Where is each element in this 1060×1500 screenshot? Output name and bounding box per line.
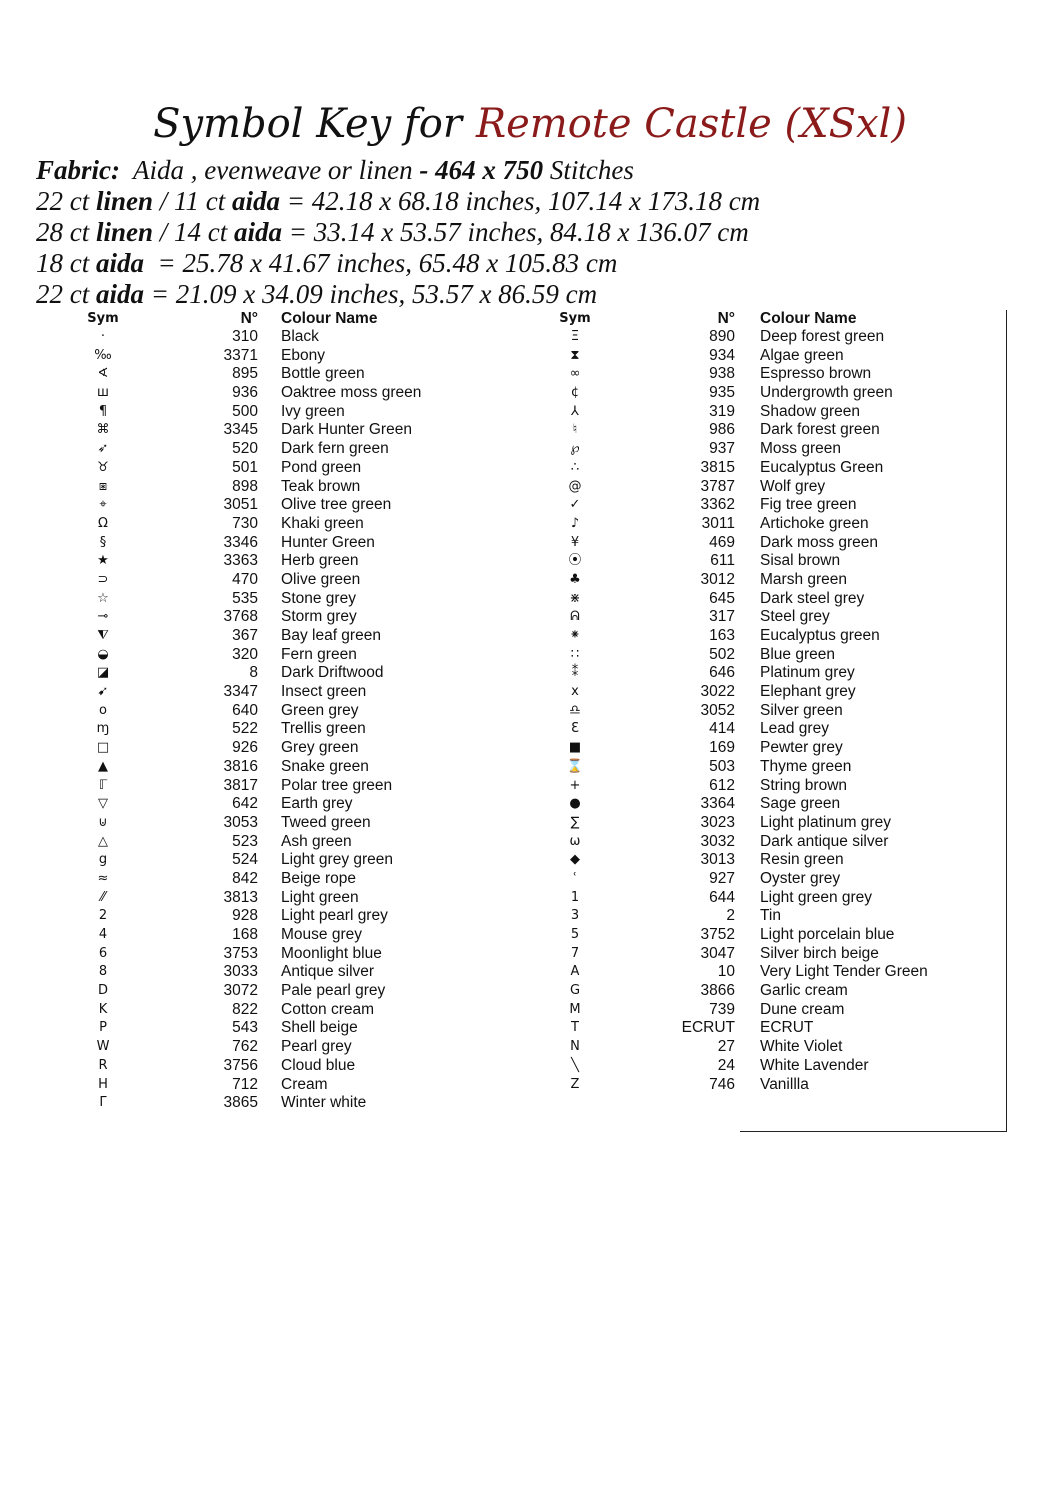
- thread-number: 739: [709, 1000, 735, 1018]
- thread-number: 895: [232, 365, 258, 383]
- symbol-glyph: ∴: [570, 459, 580, 475]
- thread-number: 3347: [223, 683, 258, 701]
- thread-number: 3813: [223, 888, 258, 906]
- symbol-glyph: ♎: [569, 702, 581, 718]
- colour-name: Storm grey: [281, 608, 357, 626]
- pattern-name: Remote Castle (XSxl): [476, 101, 907, 147]
- thread-number: 524: [232, 851, 258, 869]
- thread-number: 3012: [700, 570, 735, 588]
- colour-name: Snake green: [281, 757, 369, 775]
- thread-number: 3362: [700, 496, 735, 514]
- stitch-count: 464 x 750: [435, 155, 544, 185]
- colour-name: White Violet: [760, 1038, 843, 1056]
- colour-name: Stone grey: [281, 589, 356, 607]
- colour-name: Insect green: [281, 683, 367, 701]
- symbol-glyph: 1: [570, 889, 580, 905]
- size-fabric: linen: [96, 217, 154, 247]
- symbol-glyph: ♪: [570, 515, 580, 531]
- colour-name: Trellis green: [281, 720, 366, 738]
- thread-number: 3051: [223, 496, 258, 514]
- symbol-glyph: ⋇: [569, 590, 581, 606]
- fabric-line: [36, 155, 634, 186]
- colour-name: Blue green: [760, 645, 835, 663]
- thread-number: 502: [709, 645, 735, 663]
- symbol-glyph: ʿ: [573, 870, 577, 886]
- thread-number: 3345: [223, 421, 258, 439]
- colour-name: Pond green: [281, 458, 362, 476]
- colour-name: Cotton cream: [281, 1000, 375, 1018]
- symbol-glyph: ●: [569, 796, 581, 812]
- symbol-glyph: Ω: [98, 515, 108, 531]
- thread-number: 746: [709, 1075, 735, 1093]
- thread-number: 646: [709, 664, 735, 682]
- symbol-glyph: ■: [568, 740, 582, 756]
- colour-name: White Lavender: [760, 1056, 869, 1074]
- thread-number: 890: [709, 328, 735, 345]
- symbol-glyph: o: [99, 702, 107, 718]
- colour-name: Moonlight blue: [281, 944, 382, 962]
- symbol-glyph: ⌖: [99, 497, 107, 513]
- symbol-glyph: G: [569, 983, 581, 999]
- colour-name: Light porcelain blue: [760, 926, 895, 943]
- size-dims: = 33.14 x 53.57 inches, 84.18 x 136.07 cm: [288, 217, 749, 247]
- symbol-glyph: W: [96, 1039, 110, 1055]
- symbol-glyph: △: [98, 833, 108, 849]
- colour-name: Pewter grey: [760, 739, 843, 757]
- size-count: 18 ct: [36, 248, 90, 278]
- colour-name: Polar tree green: [281, 776, 393, 794]
- colour-name: Steel grey: [760, 608, 830, 626]
- thread-number: 3047: [700, 944, 735, 962]
- colour-name: Ebony: [281, 346, 325, 364]
- size-dims: = 21.09 x 34.09 inches, 53.57 x 86.59 cm: [150, 279, 598, 309]
- thread-number: 543: [232, 1019, 258, 1037]
- thread-number: 522: [232, 720, 258, 738]
- thread-number: 3865: [223, 1094, 258, 1112]
- thread-number: 3072: [223, 982, 258, 1000]
- symbol-glyph: Ξ: [570, 329, 580, 344]
- symbol-glyph: @: [568, 478, 582, 494]
- thread-number: 367: [232, 627, 258, 644]
- symbol-glyph: ⌘: [96, 422, 110, 438]
- thread-number: 3768: [223, 608, 258, 626]
- thread-number: 898: [232, 477, 258, 495]
- symbol-glyph: ℾ: [98, 777, 108, 793]
- colour-name: Olive tree green: [281, 496, 392, 514]
- thread-number: 3022: [700, 683, 735, 701]
- colour-name: Sisal brown: [760, 552, 841, 570]
- fabric-types: Aida , evenweave or linen: [133, 155, 413, 185]
- header-sym: Sym: [87, 311, 119, 326]
- symbol-glyph: ◒: [97, 646, 109, 662]
- symbol-glyph: R: [98, 1057, 108, 1073]
- colour-name: Dark antique silver: [760, 832, 889, 850]
- symbol-glyph: ⅄: [571, 403, 579, 419]
- fabric-label: Fabric:: [36, 155, 120, 185]
- symbol-glyph: 7: [570, 945, 580, 961]
- size-dims: = 42.18 x 68.18 inches, 107.14 x 173.18 cm: [286, 186, 761, 216]
- symbol-glyph: ✓: [569, 497, 581, 513]
- thread-number: 730: [232, 514, 258, 532]
- colour-name: Hunter Green: [281, 533, 375, 551]
- header-sym: Sym: [559, 311, 591, 326]
- size-count: 28 ct: [36, 217, 90, 247]
- symbol-glyph: H: [98, 1076, 108, 1092]
- symbol-glyph: ᕱ: [570, 609, 580, 625]
- symbol-glyph: ¶: [98, 403, 108, 419]
- colour-name: Garlic cream: [760, 982, 848, 1000]
- size-line: [36, 186, 760, 217]
- symbol-glyph: □: [96, 740, 110, 756]
- symbol-glyph: ➹: [97, 684, 109, 700]
- thread-number: 642: [232, 795, 258, 813]
- colour-name: Light grey green: [281, 851, 394, 869]
- symbol-glyph: g: [98, 852, 108, 868]
- symbol-glyph: 2: [98, 908, 108, 924]
- symbol-glyph: 5: [570, 927, 580, 942]
- thread-number: 938: [709, 365, 735, 383]
- thread-number: 612: [709, 776, 735, 794]
- colour-name: Tweed green: [281, 813, 371, 831]
- thread-number: 3816: [223, 757, 258, 775]
- symbol-glyph: ⊸: [97, 609, 109, 625]
- colour-name: Mouse grey: [281, 926, 362, 943]
- colour-name: Lead grey: [760, 720, 829, 738]
- symbol-glyph: ∢: [97, 366, 109, 382]
- header-num: N°: [240, 310, 258, 327]
- thread-number: 3787: [700, 477, 735, 495]
- symbol-glyph: ∑: [570, 814, 580, 830]
- thread-number: 3753: [223, 944, 258, 962]
- symbol-glyph: 8: [98, 964, 108, 980]
- symbol-glyph: M: [569, 1001, 581, 1017]
- colour-name: Black: [281, 328, 319, 345]
- colour-name: Sage green: [760, 795, 841, 813]
- colour-name: Light green: [281, 888, 359, 906]
- colour-name: ECRUT: [760, 1019, 814, 1037]
- size-fabric: aida: [234, 217, 283, 247]
- thread-number: 503: [709, 757, 735, 775]
- thread-number: 3752: [700, 926, 735, 943]
- colour-name: Cloud blue: [281, 1056, 356, 1074]
- symbol-glyph: Γ: [99, 1095, 107, 1111]
- thread-number: 928: [232, 907, 258, 925]
- symbol-glyph: ⧆: [98, 478, 108, 494]
- colour-name: Silver birch beige: [760, 944, 879, 962]
- thread-number: 3756: [223, 1056, 258, 1074]
- colour-name: Olive green: [281, 570, 361, 588]
- symbol-glyph: ◪: [96, 665, 110, 681]
- thread-number: 469: [709, 533, 735, 551]
- size-sep: / 11 ct: [159, 186, 226, 216]
- thread-number: 986: [709, 421, 735, 439]
- thread-number: 8: [249, 664, 258, 682]
- thread-number: 24: [717, 1056, 735, 1074]
- thread-number: 169: [709, 739, 735, 757]
- thread-number: 3052: [700, 701, 735, 719]
- colour-name: Fern green: [281, 645, 357, 663]
- thread-number: 3346: [223, 533, 258, 551]
- symbol-glyph: ‰: [94, 347, 112, 363]
- thread-number: 645: [709, 589, 735, 607]
- size-line: [36, 248, 617, 279]
- fabric-dash: -: [419, 155, 429, 185]
- colour-name: Dark forest green: [760, 421, 880, 439]
- symbol-glyph: Z: [570, 1076, 580, 1092]
- thread-number: 163: [709, 627, 735, 644]
- thread-number: ECRUT: [681, 1019, 735, 1037]
- symbol-glyph: ∞: [569, 366, 581, 382]
- thread-number: 936: [232, 384, 258, 402]
- colour-name: Ash green: [281, 832, 352, 850]
- symbol-glyph: ɱ: [96, 721, 110, 737]
- symbol-glyph: ⦿: [568, 553, 582, 569]
- colour-name: String brown: [760, 776, 848, 794]
- thread-number: 168: [232, 926, 258, 943]
- symbol-glyph: ⧨: [97, 628, 109, 643]
- colour-name: Oyster grey: [760, 869, 841, 887]
- symbol-glyph: ◆: [570, 852, 580, 868]
- symbol-glyph: ⁑: [571, 665, 579, 681]
- thread-number: 3815: [700, 458, 735, 476]
- colour-name: Moss green: [760, 440, 841, 458]
- colour-name: Espresso brown: [760, 365, 872, 383]
- colour-name: Dark Driftwood: [281, 664, 384, 682]
- symbol-glyph: ▽: [98, 796, 108, 812]
- symbol-glyph: +: [569, 777, 581, 793]
- symbol-glyph: K: [98, 1001, 108, 1017]
- colour-name: Bottle green: [281, 365, 365, 383]
- symbol-glyph: ¢: [570, 385, 580, 401]
- thread-number: 3866: [700, 982, 735, 1000]
- size-line: [36, 217, 749, 248]
- size-count: 22 ct: [36, 279, 90, 309]
- symbol-glyph: ♉: [97, 459, 109, 475]
- colour-name: Oaktree moss green: [281, 384, 422, 402]
- thread-number: 3023: [700, 813, 735, 831]
- symbol-glyph: ⌛: [566, 758, 584, 774]
- colour-name: Earth grey: [281, 795, 353, 813]
- colour-name: Light green grey: [760, 888, 873, 906]
- colour-name: Shell beige: [281, 1019, 358, 1037]
- symbol-glyph: ¥: [570, 534, 580, 550]
- symbol-glyph: Ɛ: [571, 721, 579, 737]
- colour-name: Eucalyptus Green: [760, 458, 884, 476]
- colour-name: Dune cream: [760, 1000, 845, 1018]
- thread-number: 3371: [223, 346, 258, 364]
- size-fabric: aida: [232, 186, 281, 216]
- symbol-glyph: D: [97, 983, 108, 999]
- thread-number: 926: [232, 739, 258, 757]
- colour-name: Dark Hunter Green: [281, 421, 412, 439]
- thread-number: 762: [232, 1038, 258, 1056]
- colour-name: Green grey: [281, 701, 359, 719]
- thread-number: 3053: [223, 813, 258, 831]
- thread-number: 470: [232, 570, 258, 588]
- symbol-glyph: §: [99, 534, 107, 550]
- thread-number: 935: [709, 384, 735, 402]
- page-title: [0, 98, 1060, 150]
- thread-number: 822: [232, 1000, 258, 1018]
- size-sep: / 14 ct: [159, 217, 228, 247]
- thread-number: 3032: [700, 832, 735, 850]
- symbol-glyph: T: [571, 1020, 579, 1036]
- thread-number: 842: [232, 869, 258, 887]
- symbol-glyph: ш: [97, 385, 109, 401]
- symbol-glyph: ╲: [571, 1057, 579, 1073]
- colour-name: Wolf grey: [760, 477, 826, 495]
- symbol-glyph: ⊃: [97, 571, 109, 587]
- header-name: Colour Name: [760, 310, 857, 327]
- colour-name: Ivy green: [281, 402, 345, 420]
- symbol-glyph: ℘: [570, 441, 580, 457]
- thread-number: 3364: [700, 795, 735, 813]
- size-dims: = 25.78 x 41.67 inches, 65.48 x 105.83 cm: [157, 248, 618, 278]
- symbol-glyph: P: [99, 1020, 107, 1036]
- thread-number: 319: [709, 402, 735, 420]
- colour-name: Deep forest green: [760, 328, 885, 345]
- colour-name: Vanillla: [760, 1075, 809, 1093]
- header-name: Colour Name: [281, 310, 378, 327]
- thread-number: 10: [717, 963, 735, 981]
- colour-name: Beige rope: [281, 869, 356, 887]
- colour-name: Marsh green: [760, 570, 848, 588]
- colour-name: Grey green: [281, 739, 359, 757]
- symbol-glyph: ★: [97, 553, 109, 569]
- thread-number: 535: [232, 589, 258, 607]
- symbol-glyph: ⁕: [569, 628, 581, 643]
- thread-number: 2: [726, 907, 735, 925]
- colour-name: Very Light Tender Green: [760, 963, 928, 981]
- stitches-word: Stitches: [549, 155, 634, 185]
- symbol-glyph: ⧗: [570, 347, 580, 363]
- colour-name: Algae green: [760, 346, 844, 364]
- colour-name: Silver green: [760, 701, 843, 719]
- colour-name: Resin green: [760, 851, 844, 869]
- border-line-horizontal: [740, 1131, 1007, 1132]
- symbol-glyph: ⁄⁄: [100, 889, 106, 905]
- colour-name: Elephant grey: [760, 683, 856, 701]
- thread-number: 712: [232, 1075, 258, 1093]
- colour-name: Fig tree green: [760, 496, 857, 514]
- thread-number: 3033: [223, 963, 258, 981]
- thread-number: 3011: [701, 514, 735, 532]
- colour-name: Artichoke green: [760, 514, 869, 532]
- symbol-glyph: A: [570, 964, 580, 980]
- colour-name: Dark fern green: [281, 440, 389, 458]
- colour-name: Tin: [760, 907, 781, 925]
- header-num: N°: [717, 310, 735, 327]
- thread-number: 644: [709, 888, 735, 906]
- symbol-glyph: 4: [98, 927, 108, 942]
- thread-number: 927: [709, 869, 735, 887]
- colour-name: Light platinum grey: [760, 813, 891, 831]
- thread-number: 937: [709, 440, 735, 458]
- symbol-glyph: 3: [570, 908, 580, 924]
- symbol-glyph: ⊍: [98, 814, 108, 830]
- size-count: 22 ct: [36, 186, 90, 216]
- colour-name: Dark moss green: [760, 533, 879, 551]
- thread-number: 520: [232, 440, 258, 458]
- symbol-glyph: ☆: [97, 590, 109, 606]
- thread-number: 27: [717, 1038, 735, 1056]
- colour-name: Dark steel grey: [760, 589, 865, 607]
- thread-number: 317: [709, 608, 735, 626]
- symbol-glyph: N: [570, 1039, 580, 1055]
- size-fabric: linen: [96, 186, 154, 216]
- colour-name: Antique silver: [281, 963, 375, 981]
- title-prefix: Symbol Key for: [153, 101, 462, 147]
- symbol-glyph: 6: [98, 945, 108, 961]
- size-fabric: aida: [96, 279, 145, 309]
- symbol-glyph: ➶: [97, 441, 109, 457]
- thread-number: 523: [232, 832, 258, 850]
- thread-number: 501: [232, 458, 258, 476]
- thread-number: 500: [232, 402, 258, 420]
- size-line: [36, 279, 597, 310]
- symbol-glyph: ▲: [98, 758, 108, 774]
- thread-number: 310: [232, 328, 258, 345]
- thread-number: 414: [709, 720, 735, 738]
- symbol-glyph: x: [571, 684, 579, 700]
- colour-name: Herb green: [281, 552, 359, 570]
- colour-name: Shadow green: [760, 402, 860, 420]
- colour-name: Teak brown: [281, 477, 361, 495]
- colour-name: Platinum grey: [760, 664, 855, 682]
- symbol-glyph: ♮: [572, 422, 578, 438]
- colour-name: Pearl grey: [281, 1038, 352, 1056]
- colour-name: Bay leaf green: [281, 627, 381, 644]
- thread-number: 934: [709, 346, 735, 364]
- colour-name: Pale pearl grey: [281, 982, 386, 1000]
- symbol-glyph: ω: [569, 833, 581, 849]
- thread-number: 611: [710, 552, 735, 570]
- thread-number: 3817: [223, 776, 258, 794]
- thread-number: 3363: [223, 552, 258, 570]
- colour-name: Eucalyptus green: [760, 627, 880, 644]
- thread-number: 320: [232, 645, 258, 663]
- symbol-glyph: ·: [100, 329, 106, 344]
- colour-name: Cream: [281, 1075, 328, 1093]
- size-fabric: aida: [96, 248, 145, 278]
- colour-name: Winter white: [281, 1094, 367, 1112]
- colour-name: Light pearl grey: [281, 907, 388, 925]
- thread-number: 640: [232, 701, 258, 719]
- symbol-glyph: ≈: [97, 870, 109, 886]
- border-line-vertical: [1006, 310, 1007, 1132]
- symbol-glyph: ♣: [569, 571, 581, 587]
- colour-name: Thyme green: [760, 757, 852, 775]
- symbol-glyph: ∷: [570, 646, 580, 662]
- colour-name: Undergrowth green: [760, 384, 893, 402]
- thread-number: 3013: [700, 851, 735, 869]
- colour-name: Khaki green: [281, 514, 364, 532]
